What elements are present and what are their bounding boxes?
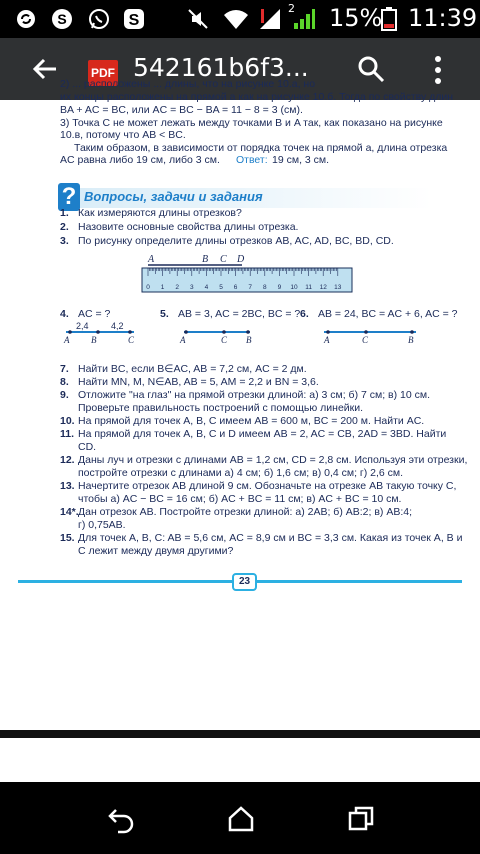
nav-back-icon[interactable] [106, 804, 136, 834]
battery-percent: 15% [329, 4, 383, 32]
question-text: Проверьте правильность построений с помощью линейки. [78, 402, 364, 414]
svg-text:A: A [180, 335, 186, 345]
mute-icon [186, 7, 210, 31]
text-line: их концы расположены на прямой а как на рисунке 10.б. Тогда по свойству длин [60, 91, 454, 103]
question-item [60, 221, 298, 234]
ruler-label: 12 [319, 284, 327, 291]
question-item [60, 207, 242, 220]
text-line: 2) ... расположены ... длины, что на рисунке 10.а, но [60, 78, 316, 90]
text-line: Таким образом, в зависимости от порядка точек на прямой a, длина отрезка [74, 142, 448, 154]
question-text: чтобы а) AC − BC = 16 см; б) AC + BC = 11 см; в) AC + BC = 10 см. [78, 493, 402, 505]
question-text: Найти BC, если B∈AC, AB = 7,2 см, AC = 2 дм. [78, 363, 307, 375]
question-text: постройте отрезки с длинами а) 4 см; б) 1,6 см; в) 0,4 см; г) 2,6 см. [78, 467, 404, 479]
text-line: AC равна либо 19 см, либо 3 см. [60, 154, 220, 166]
question-text: Начертите отрезок AB длиной 9 см. Обозначьте на отрезке AB такую точку C, [78, 480, 457, 492]
task-number: 6. [300, 308, 309, 320]
svg-text:C: C [128, 335, 135, 345]
back-arrow-icon[interactable] [30, 54, 60, 84]
section-title: Вопросы, задачи и задания [84, 189, 263, 204]
text-line: 3) Точка C не может лежать между точками B и A так, как показано на рисунке [60, 117, 443, 129]
svg-text:S: S [128, 12, 140, 29]
ruler-label: 8 [262, 284, 267, 291]
question-number: 9. [60, 389, 69, 401]
page-number: 23 [232, 573, 257, 591]
svg-text:B: B [408, 335, 414, 345]
point-label: C [220, 254, 227, 265]
question-text: Даны луч и отрезки с длинами AB = 1,2 см, CD = 2,8 см. Используя эти отрезки, [78, 454, 468, 466]
question-number: 15. [60, 532, 75, 544]
question-item [60, 363, 307, 376]
question-text: На прямой для точек A, B, C и D имеем AB = 2, AC = CB, 2AD = 3BD. Найти [78, 428, 447, 440]
answer-label: Ответ: [236, 154, 268, 166]
task-number: 5. [160, 308, 169, 320]
question-text: Дан отрезок AB. Постройте отрезки длиной: а) 2AB; б) AB:2; в) AB:4; [78, 506, 413, 518]
wifi-icon [222, 7, 250, 31]
question-item [60, 389, 430, 402]
question-item [60, 376, 319, 389]
task-text: AB = 3, AC = 2BC, BC = ? [178, 308, 301, 320]
nav-home-icon[interactable] [226, 804, 256, 834]
ruler-label: 1 [160, 284, 165, 291]
ruler-figure [140, 252, 360, 298]
question-number: 1. [60, 207, 69, 219]
ruler-label: 2 [175, 284, 180, 291]
question-item [60, 493, 401, 506]
segment-figure-4 [60, 320, 140, 346]
segment-figure-6 [320, 320, 420, 346]
question-number: 7. [60, 363, 69, 375]
navigation-bar [0, 782, 480, 854]
pdf-page-view[interactable] [0, 78, 480, 730]
question-item [60, 415, 424, 428]
svg-text:B: B [91, 335, 97, 345]
question-number: 8. [60, 376, 69, 388]
svg-text:4,2: 4,2 [111, 321, 124, 331]
task-number: 4. [60, 308, 69, 320]
search-icon[interactable] [356, 54, 386, 84]
ruler-label: 11 [305, 284, 312, 291]
ruler-label: 3 [189, 284, 194, 291]
text-line: BA + AC = BC, или AC = BC − BA = 11 − 8 = 3 (см). [60, 104, 303, 116]
question-number: 10. [60, 415, 75, 427]
nav-recent-apps-icon[interactable] [346, 804, 376, 834]
question-item [60, 532, 462, 545]
question-item [60, 428, 446, 441]
question-number: 2. [60, 221, 69, 233]
question-number: 11. [60, 428, 75, 440]
task-text: AB = 24, BC = AC + 6, AC = ? [318, 308, 458, 320]
svg-text:C: C [362, 335, 369, 345]
question-text: Для точек A, B, C: AB = 5,6 см, AC = 8,9 см и BC = 3,3 см. Какая из точек A, B и [78, 532, 463, 544]
point-label: D [237, 254, 245, 265]
ruler-label: 6 [233, 284, 238, 291]
document-title: 542161b6f3... [133, 53, 309, 82]
question-item [60, 545, 233, 558]
question-item [60, 467, 403, 480]
question-text: C лежит между двумя другими? [78, 545, 234, 557]
svg-text:S: S [57, 11, 67, 27]
question-text: Назовите основные свойства длины отрезка. [78, 221, 299, 233]
app-notification-icon [122, 7, 146, 31]
svg-text:A: A [64, 335, 70, 345]
question-item [60, 480, 456, 493]
battery-icon [381, 7, 397, 31]
point-label: B [202, 254, 209, 265]
sim2-label: 2 [288, 2, 295, 15]
svg-text:B: B [246, 335, 252, 345]
svg-text:A: A [324, 335, 330, 345]
clock: 11:39 [408, 4, 478, 32]
question-number: 13. [60, 480, 75, 492]
question-text: г) 0,75AB. [78, 519, 126, 531]
question-mark-icon: ? [58, 183, 80, 211]
skype-icon [50, 7, 74, 31]
question-item [60, 454, 467, 467]
sim2-signal-icon [292, 7, 316, 31]
question-number: 12. [60, 454, 75, 466]
pdf-file-icon: PDF [88, 60, 118, 86]
ruler-label: 13 [334, 284, 342, 291]
page-gap [0, 730, 480, 782]
question-number: 3. [60, 235, 69, 247]
question-text: На прямой для точек A, B, C имеем AB = 600 м, BC = 200 м. Найти AC. [78, 415, 425, 427]
question-item [60, 235, 394, 248]
ruler-label: 10 [290, 284, 298, 291]
ruler-label: 7 [248, 284, 253, 291]
whatsapp-icon [87, 7, 111, 31]
ruler-label: 9 [277, 284, 282, 291]
question-item [60, 519, 126, 532]
point-label: A [148, 254, 155, 265]
segment-figure-5 [180, 320, 260, 346]
question-text: Как измеряются длины отрезков? [78, 207, 242, 219]
sim1-signal-icon [258, 7, 282, 31]
status-bar [0, 0, 480, 38]
overflow-menu-icon[interactable] [432, 54, 444, 86]
question-item [60, 441, 96, 454]
ruler-label: 4 [204, 284, 209, 291]
question-item [60, 506, 412, 519]
task-text: AC = ? [78, 308, 111, 320]
ruler-label: 5 [219, 284, 223, 291]
question-text: Найти MN, M, N∈AB, AB = 5, AM = 2,2 и BN = 3,6. [78, 376, 319, 388]
answer-text: 19 см, 3 см. [272, 154, 330, 166]
svg-text:C: C [221, 335, 228, 345]
text-line: 10.в, потому что AB < BC. [60, 129, 186, 141]
question-item [60, 402, 363, 415]
sync-icon [14, 7, 38, 31]
question-number: 14*. [60, 506, 79, 518]
question-text: CD. [78, 441, 97, 453]
svg-text:2,4: 2,4 [76, 321, 89, 331]
question-text: По рисунку определите длины отрезков AB, AC, AD, BC, BD, CD. [78, 235, 394, 247]
ruler-label: 0 [146, 284, 150, 291]
question-text: Отложите "на глаз" на прямой отрезки длиной: а) 3 см; б) 7 см; в) 10 см. [78, 389, 431, 401]
